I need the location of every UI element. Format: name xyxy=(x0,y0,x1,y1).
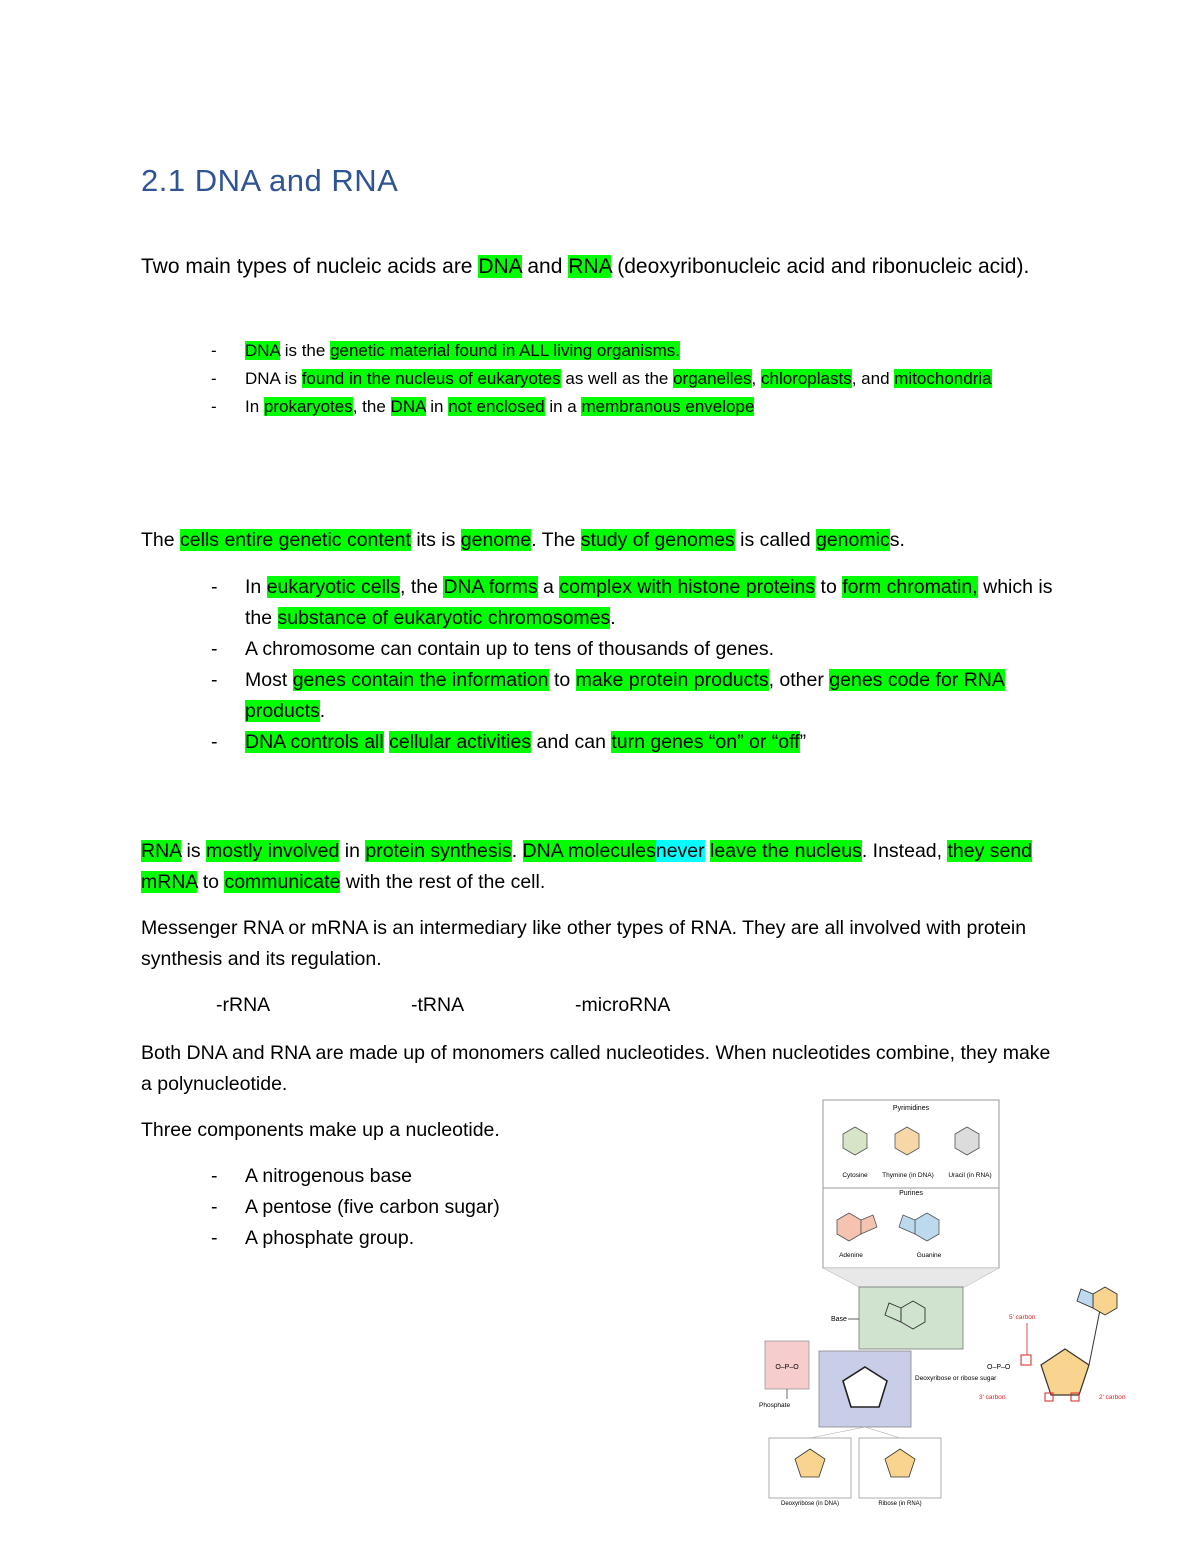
list-item: - In prokaryotes, the DNA in not enclosed in a membranous envelope xyxy=(211,397,755,416)
page-title: 2.1 DNA and RNA xyxy=(141,163,399,198)
deoxyribose-label: Deoxyribose (in DNA) xyxy=(780,1501,840,1507)
list-item: - Most genes contain the information to make protein products, other genes code for RNA products. xyxy=(211,669,1005,722)
c2-label: 2' carbon xyxy=(1099,1394,1126,1401)
highlight: RNA xyxy=(568,255,612,278)
rna-type: -tRNA xyxy=(411,994,465,1016)
rna-paragraph: RNA is mostly involved in protein synthesis. DNA moleculesnever leave the nucleus. Instead, they send mRNA to communicate with the rest of the cell. xyxy=(141,840,1033,893)
base-ring-right-5 xyxy=(1077,1289,1093,1308)
base-label: Base xyxy=(831,1316,847,1323)
list-item: - A pentose (five carbon sugar) xyxy=(211,1196,500,1218)
connector xyxy=(865,1427,900,1438)
list-item: - A phosphate group. xyxy=(211,1227,415,1249)
rna-type: -rRNA xyxy=(216,994,271,1016)
bases-panel xyxy=(823,1100,999,1268)
pentose-ring xyxy=(1041,1349,1089,1395)
list-item: - DNA controls all cellular activities and can turn genes “on” or “off” xyxy=(211,731,807,753)
list-item: - A nitrogenous base xyxy=(211,1165,412,1187)
sugar-label: Deoxyribose or ribose sugar xyxy=(915,1375,997,1382)
nucleotides-paragraph: Both DNA and RNA are made up of monomers called nucleotides. When nucleotides combine, they make a polynucleotide. xyxy=(141,1042,1051,1095)
components-list xyxy=(141,1161,701,1254)
pyrimidines-label: Pyrimidines xyxy=(892,1105,930,1112)
intro-text: Two main types of nucleic acids are xyxy=(141,255,479,278)
guanine-label: Guanine xyxy=(916,1252,942,1259)
base-box xyxy=(859,1287,963,1349)
c5-label: 5' carbon xyxy=(1009,1314,1036,1321)
cytosine-label: Cytosine xyxy=(842,1172,868,1179)
dna-bullet-list xyxy=(141,337,1041,421)
list-item: - In eukaryotic cells, the DNA forms a complex with histone proteins to form chromatin, which is the substance of eukaryotic chromosomes. xyxy=(211,576,1053,629)
messenger-paragraph: Messenger RNA or mRNA is an intermediary like other types of RNA. They are all involved with protein synthesis and its regulation. xyxy=(141,917,1027,970)
phosphate-symbol-right: O–P–O xyxy=(987,1364,1011,1371)
uracil-label: Uracil (in RNA) xyxy=(948,1172,992,1179)
list-item: - A chromosome can contain up to tens of thousands of genes. xyxy=(211,638,775,660)
intro-text: (deoxyribonucleic acid and ribonucleic acid). xyxy=(611,255,1030,278)
zoom-funnel xyxy=(823,1268,999,1287)
thymine-label: Thymine (in DNA) xyxy=(882,1172,934,1179)
glycosidic-bond xyxy=(1089,1305,1101,1365)
chromatin-bullet-list xyxy=(141,572,1061,758)
genome-paragraph: The cells entire genetic content its is genome. The study of genomes is called genomics. xyxy=(141,529,905,551)
adenine-label: Adenine xyxy=(839,1252,863,1259)
c5-marker xyxy=(1021,1355,1031,1365)
list-item: - DNA is the genetic material found in ALL living organisms. xyxy=(211,341,681,360)
nucleotide-figure xyxy=(755,1095,1155,1515)
ribose-label: Ribose (in RNA) xyxy=(878,1501,922,1507)
highlight: DNA xyxy=(478,255,522,278)
phosphate-label: Phosphate xyxy=(759,1402,791,1409)
purines-label: Purines xyxy=(899,1190,923,1197)
intro-text: and xyxy=(521,255,569,278)
connector xyxy=(810,1427,865,1438)
base-ring-right xyxy=(1093,1287,1117,1315)
list-item: - DNA is found in the nucleus of eukaryotes as well as the organelles, chloroplasts, and mitochondria xyxy=(211,369,992,388)
rna-type: -microRNA xyxy=(575,994,671,1016)
components-intro: Three components make up a nucleotide. xyxy=(141,1119,500,1141)
intro-paragraph xyxy=(141,251,1061,282)
c3-label: 3' carbon xyxy=(979,1394,1006,1401)
phosphate-symbol: O–P–O xyxy=(775,1364,799,1371)
